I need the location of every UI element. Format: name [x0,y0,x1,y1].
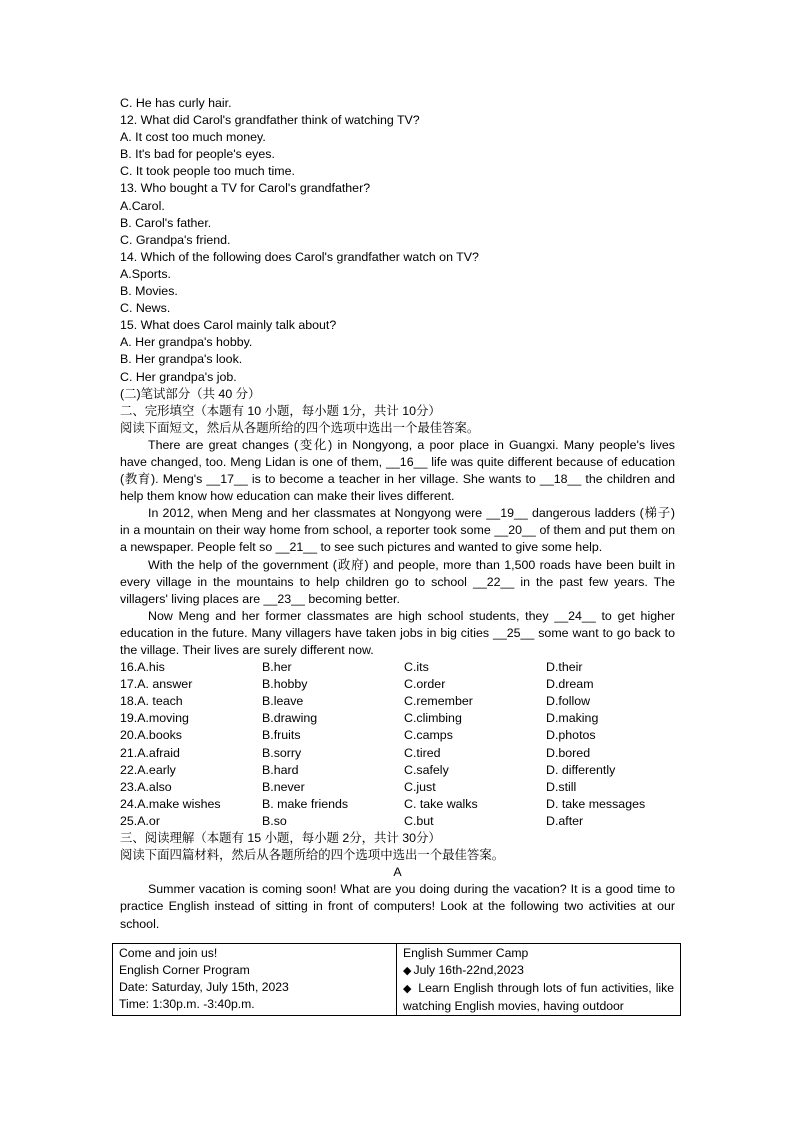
option-17a: 17.A. answer [120,677,193,692]
option-18a: 18.A. teach [120,694,183,709]
diamond-icon: ◆ [403,965,412,977]
camp-title: English Summer Camp [403,946,529,960]
camp-desc-text: Learn English through lots of fun activities, like watching English movies, having outdoor [403,981,674,1013]
box-line: Date: Saturday, July 15th, 2023 [119,980,289,994]
cloze-paragraph: With the help of the government (政府) and people, more than 1,500 roads have been built in every village in the mountains to help children go to school __22__ in the past few years. The villagers' living places are __23__ becoming better. [120,557,675,606]
option-19a: 19.A.moving [120,711,189,726]
option-24c: C. take walks [404,796,478,811]
option-22a: 22.A.early [120,762,176,777]
option-16c: C.its [404,660,429,675]
option-19d: D.making [546,711,599,726]
option-24b: B. make friends [262,796,349,811]
question-15: 15. What does Carol mainly talk about? [120,318,337,333]
option-20c: C.camps [404,728,453,743]
option-21a: 21.A.afraid [120,745,180,760]
cloze-options [120,659,675,830]
option-16b: B.her [262,660,292,675]
option-line: A.Sports. [120,266,171,281]
option-23c: C.just [404,779,436,794]
passage-intro: Summer vacation is coming soon! What are you doing during the vacation? It is a good time to practice English instead of sitting in front of computers! Look at the following two activities at our school. [120,882,675,931]
option-23b: B.never [262,779,305,794]
option-line: C. News. [120,301,171,316]
written-part-heading: (二)笔试部分（共 40 分） [120,386,261,401]
reading-heading: 三、阅读理解（本题有 15 小题，每小题 2分，共计 30分） [120,831,441,846]
question-13: 13. Who bought a TV for Carol's grandfather? [120,181,371,196]
option-18d: D.follow [546,694,591,709]
option-17b: B.hobby [262,677,308,692]
listening-questions [120,95,675,386]
question-14: 14. Which of the following does Carol's grandfather watch on TV? [120,249,479,264]
option-line: A.Carol. [120,198,165,213]
option-line: B. Movies. [120,284,178,299]
cloze-paragraph: There are great changes (变化) in Nongyong, a poor place in Guangxi. Many people's lives have changed, too. Meng Lidan is one of them, __16__ life was quite different because of education (教育). Meng's __17__ is to become a teacher in her village. She wants to __18__ the children and help them know how education can make their lives different. [120,437,675,504]
exam-page [120,95,675,933]
diamond-icon: ◆ [403,983,413,995]
option-19c: C.climbing [404,711,462,726]
option-21b: B.sorry [262,745,302,760]
option-23d: D.still [546,779,577,794]
option-19b: B.drawing [262,711,318,726]
box-line: English Corner Program [119,963,250,977]
option-21d: D.bored [546,745,591,760]
camp-date [403,962,674,980]
option-24d: D. take messages [546,796,646,811]
option-20d: D.photos [546,728,596,743]
option-line: B. It's bad for people's eyes. [120,147,275,162]
summer-camp-box [397,944,681,1016]
option-20a: 20.A.books [120,728,182,743]
text-line: C. He has curly hair. [120,96,232,110]
camp-date-text: July 16th-22nd,2023 [413,963,524,977]
option-line: C. Her grandpa's job. [120,369,237,384]
option-22b: B.hard [262,762,299,777]
question-12: 12. What did Carol's grandfather think of watching TV? [120,113,420,128]
cloze-paragraph: Now Meng and her former classmates are high school students, they __24__ to get higher education in the future. Many villagers have taken jobs in big cities __25__ some want to go back to the village. Their lives are surely different now. [120,608,675,657]
box-line: Come and join us! [119,946,218,960]
reading-instruction: 阅读下面四篇材料，然后从各题所给的四个选项中选出一个最佳答案。 [120,848,505,863]
option-16d: D.their [546,660,583,675]
option-line: A. Her grandpa's hobby. [120,335,253,350]
option-22d: D. differently [546,762,616,777]
option-18c: C.remember [404,694,473,709]
activities-table [112,943,681,1016]
passage-label: A [393,865,402,880]
option-line: B. Carol's father. [120,215,212,230]
option-24a: 24.A.make wishes [120,796,221,811]
box-line: Time: 1:30p.m. -3:40p.m. [119,997,255,1011]
option-25b: B.so [262,813,287,828]
camp-desc [403,980,674,1015]
option-line: C. It took people too much time. [120,164,295,179]
cloze-paragraph: In 2012, when Meng and her classmates at Nongyong were __19__ dangerous ladders (梯子) in a mountain on their way home from school, a reporter took some __20__ of them and put them on a newspaper. People felt so __21__ to see such pictures and wanted to give some help. [120,506,675,555]
option-20b: B.fruits [262,728,301,743]
option-25c: C.but [404,813,434,828]
option-line: B. Her grandpa's look. [120,352,243,367]
option-18b: B.leave [262,694,304,709]
option-25d: D.after [546,813,584,828]
cloze-heading: 二、完形填空（本题有 10 小题，每小题 1分，共计 10分） [120,403,441,418]
option-23a: 23.A.also [120,779,172,794]
cloze-instruction: 阅读下面短文，然后从各题所给的四个选项中选出一个最佳答案。 [120,420,480,435]
option-line: C. Grandpa's friend. [120,232,231,247]
english-corner-box [113,944,397,1016]
option-25a: 25.A.or [120,813,160,828]
option-line: A. It cost too much money. [120,130,266,145]
option-21c: C.tired [404,745,441,760]
option-16a: 16.A.his [120,660,165,675]
option-22c: C.safely [404,762,449,777]
option-17c: C.order [404,677,446,692]
option-17d: D.dream [546,677,594,692]
